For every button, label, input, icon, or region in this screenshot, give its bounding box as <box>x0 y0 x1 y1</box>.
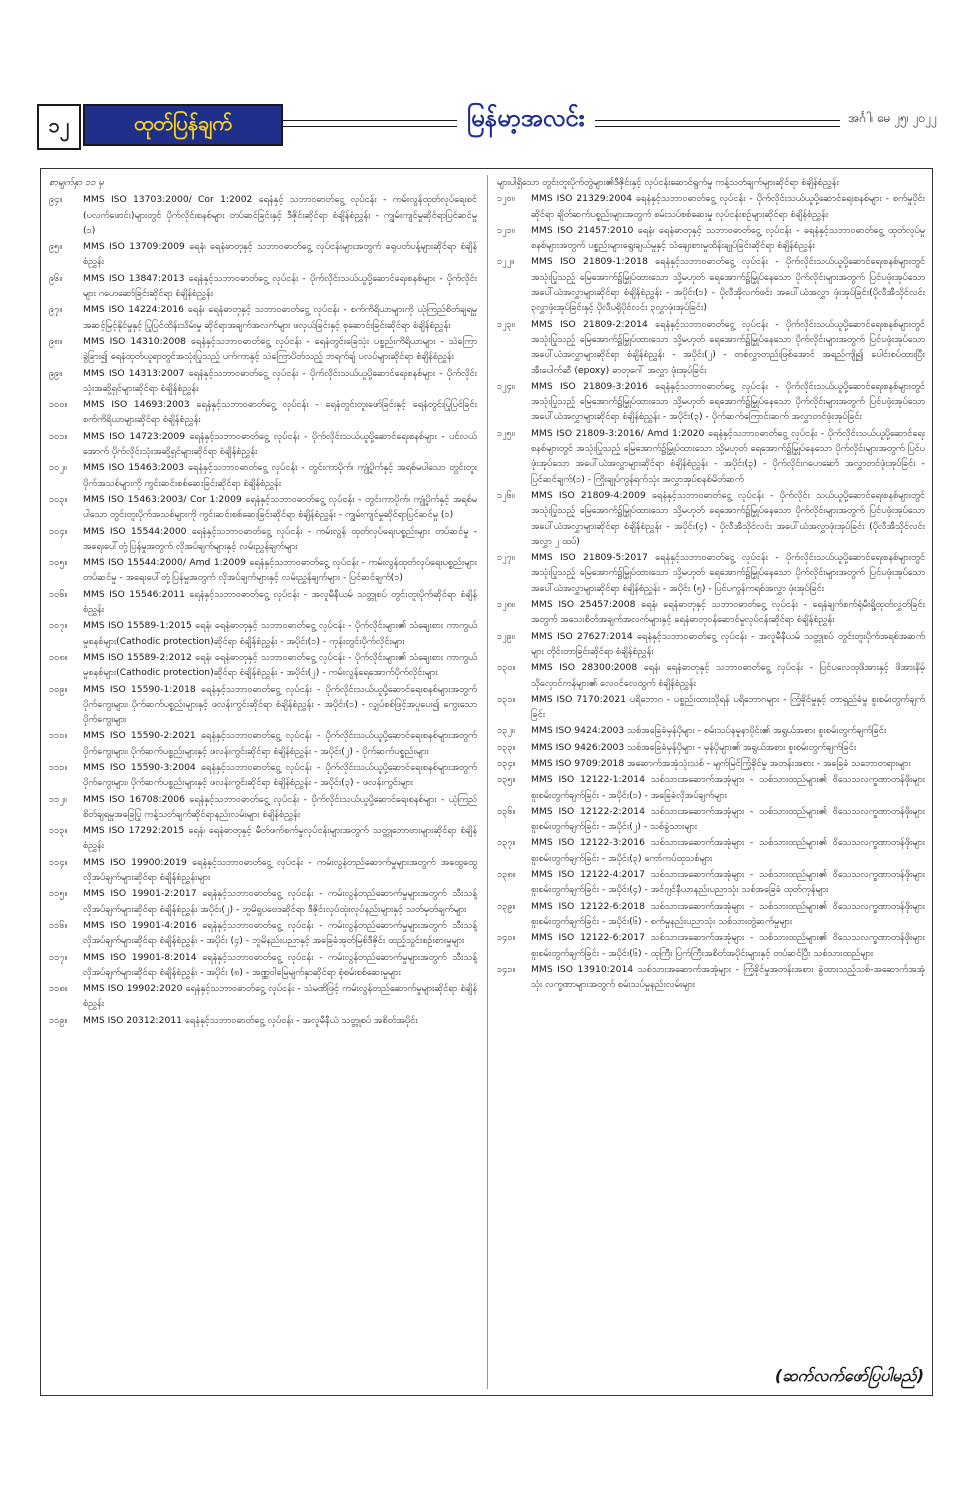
item-number: ၁၁၈။ <box>49 983 68 995</box>
item-number: ၁၂၁။ <box>497 224 515 236</box>
standard-list-item <box>497 550 925 596</box>
item-number: ၁၃၅။ <box>497 774 516 786</box>
item-text: MMS ISO 9709:2018 အဆောက်အအုံသုံးသစ် - မျက်မြင်ကြံ့ခိုင်မှု အတန်းအစား - အခြေခံ သဘောတရားများ <box>531 757 911 769</box>
item-text: MMS ISO 9426:2003 သစ်အခြေခံမှန်ပိုများ - မှန်ပိုများ၏ အရွယ်အစား စူးစမ်းတွက်ချက်ခြင်း <box>531 741 857 753</box>
standard-list-item <box>497 254 925 315</box>
standard-list-item <box>497 772 925 803</box>
item-number: ၁၃၄။ <box>497 757 516 769</box>
publication-date: အင်္ဂါ၊ မေ ၂၅၊ ၂၀၂၂ <box>840 110 937 128</box>
standard-list-item <box>49 271 477 302</box>
item-text: MMS ISO 25457:2008 ရေနံ၊ ရေနံဓာတုနှင့် သဘာဝဓာတ်ငွေ့ လုပ်ငန်း - ရေနံချက်စက်ရုံမီးရှို့ထုတ်လွှတ်ခြင်းအတွက် အသေးစိတ်အချက်အလက်များနှင့် ရေနံဓာတုဝန်ဆောင်မှုလုပ်ငန်းဆိုင်ရာ စံချိန်စံညွှန်း <box>531 599 925 626</box>
item-text: MMS ISO 19901-4:2016 ရေနံနှင့်သဘာဝဓာတ်ငွေ့ လုပ်ငန်း - ကမ်းလွန်တည်ဆောက်မှုများအတွက် သီးသန့်လိုအပ်ချက်များဆိုင်ရာ စံချိန်စံညွှန်း - အပိုင်း (၄) - ဘူမိနည်းပညာနှင့် အခြေခံအုတ်မြစ်ဒီဇိုင်း ထည့်သွင်းစဉ်းစားမှုများ <box>83 919 477 947</box>
item-text: MMS ISO 15546:2011 ရေနံနှင့်သဘာဝဓာတ်ငွေ့ လုပ်ငန်း - အလူမီနီယမ် သတ္တုစပ် တွင်းတူးပိုက်ဆိုင်ရာ စံချိန်စံညွှန်း <box>83 588 477 616</box>
standard-list-item <box>497 740 925 755</box>
standard-list-item <box>49 366 477 397</box>
standard-list-item <box>497 597 925 628</box>
standard-list-item <box>49 981 477 1012</box>
item-number: ၁၃၀။ <box>497 662 516 674</box>
item-text: MMS ISO 21457:2010 ရေနံ၊ ရေနံဓာတုနှင့် သဘာဝဓာတ်ငွေ့ လုပ်ငန်း - ရေနံနှင့်သဘာဝဓာတ်ငွေ့ ထုတ်လုပ်မှုစနစ်များအတွက် ပစ္စည်းများရွေးချယ်မှုနှင့် သံချေးစားမှုထိန်းချုပ်ခြင်းဆိုင်ရာ စံချိန်စံညွှန်း <box>531 224 925 252</box>
item-text: MMS ISO 14224:2016 ရေနံ၊ ရေနံဓာတုနှင့် သဘာဝဓာတ်ငွေ့ လုပ်ငန်း - စက်ကိရိယာများကို ယုံကြည်စိတ်ချရမှုအဆင့်မြင့်နိုင်မှုနှင့် ပြုပြင်ထိန်းသိမ်းမှု ဆိုင်ရာအချက်အလက်များ ဖလှယ်ခြင်းနှင့် စုဆောင်းခြင်းဆိုင်ရာ စံချိန်စံညွှန်း <box>83 304 477 331</box>
item-number: ၁၀၈။ <box>49 651 68 663</box>
item-number: ၁၀၆။ <box>49 588 68 600</box>
standard-list-item <box>497 191 925 222</box>
standard-list-item <box>49 886 477 917</box>
item-text: MMS ISO 12122-1:2014 သစ်သားအဆောက်အအုံများ - သစ်သားထည်များ၏ ဝိသေသလက္ခဏာတန်ဖိုးများ စူးစမ်းတွက်ချက်ခြင်း - အပိုင်း(၁) - အခြေခံလိုအပ်ချက်များ <box>531 774 925 801</box>
item-number: ၁၀၀။ <box>49 399 68 411</box>
item-number: ၁၃၆။ <box>497 805 516 817</box>
item-number: ၁၁၅။ <box>49 888 68 900</box>
item-number: ၉၇။ <box>49 304 63 316</box>
standard-list-item <box>49 855 477 886</box>
item-text: MMS ISO 21809-1:2018 ရေနံနှင့်သဘာဝဓာတ်ငွေ့ လုပ်ငန်း - ပိုက်လိုင်းသယ်ယူပို့ဆောင်ရေးစနစ်များတွင် အသုံးပြုသည့် မြေအောက်၌မြှုပ်ထားသော သို့မဟုတ် ရေအောက်၌မြှုပ်နေသော ပိုက်လိုင်းများအတွက် ပြင်ပဖုံးအုပ်သော အပေါ်ယံအလွှာများဆိုင်ရာ စံချိန်စံညွှန်း - အပိုင်း(၁) - ပိုလီအိုလက်ဖင်း အပေါ်ယံအလွှာ ဖုံးအုပ်ခြင်း(ပိုလီအီသိုင်လင်း ၃လွှာဖုံးအုပ်ခြင်းနှင့် ပိုလီပရိုပိုင်လင်း ၃လွှာဖုံးအုပ်ခြင်း) <box>531 256 925 314</box>
standard-list-item <box>497 426 925 487</box>
header-rule-top <box>283 120 937 121</box>
item-number: ၉၈။ <box>49 335 63 347</box>
standard-list-item <box>49 950 477 981</box>
page-number: ၁၂ <box>37 104 81 150</box>
item-text: MMS ISO 9424:2003 သစ်အခြေခံမှန်ပိုများ - စမ်းသပ်နမူနာပိုင်း၏ အရွယ်အစား စူးစမ်းတွက်ချက်ခြင်း <box>531 725 887 737</box>
column-divider <box>487 175 488 1389</box>
item-number: ၁၂၆။ <box>497 489 515 501</box>
item-text: MMS ISO 21809-2:2014 ရေနံနှင့်သဘာဝဓာတ်ငွေ့ လုပ်ငန်း - ပိုက်လိုင်းသယ်ယူပို့ဆောင်ရေးစနစ်များတွင် အသုံးပြုသည့် မြေအောက်၌မြှုပ်ထားသော သို့မဟုတ် ရေအောက်၌မြှုပ်နေသော ပိုက်လိုင်းများအတွက် ပြင်ပဖုံးအုပ်သော အပေါ်ယံအလွှာများဆိုင်ရာ စံချိန်စံညွှန်း - အပိုင်း(၂) - တစ်လွှာတည်းဖြစ်အောင် အရည်ကျို၍ ပေါင်းစပ်ထားပြီး အီးပေါက်ဆီ (epoxy) ဓာတုဂေါ် အလွှာ ဖုံးအုပ်ခြင်း <box>531 318 925 376</box>
item-number: ၁၄၁။ <box>497 963 516 975</box>
right-column <box>497 175 925 1389</box>
standard-list-item <box>497 804 925 835</box>
item-number: ၁၀၉။ <box>49 683 68 695</box>
item-text: MMS ISO 13703:2000/ Cor 1:2002 ရေနံနှင့် သဘာဝဓာတ်ငွေ့ လုပ်ငန်း - ကမ်းလွန်ထုတ်လုပ်ရေးစင် (ပလက်ဖောင်း)များတွင် ပိုက်လိုင်းစနစ်များ တပ်ဆင်ခြင်းနှင့် ဒီဇိုင်းဆိုင်ရာ စံချိန်စံညွှန်း - ကျွမ်းကျင်မှုဆိုင်ရာပြင်ဆင်မှု (၁) <box>83 194 477 236</box>
item-number: ၁၂၉။ <box>497 630 515 642</box>
item-number: ၁၁၂။ <box>49 793 67 805</box>
standard-list-item <box>49 823 477 854</box>
standard-list-item <box>497 317 925 378</box>
item-text: MMS ISO 15590-3:2004 ရေနံနှင့်သဘာဝဓာတ်ငွေ့ လုပ်ငန်း - ပိုက်လိုင်းသယ်ယူပို့ဆောင်ရေးစနစ်များအတွက် ပိုက်ကွေးများ၊ ပိုက်ဆက်ပစ္စည်းများနှင့် ဖလန်းကွင်းဆိုင်ရာ စံချိန်စံညွှန်း - အပိုင်း(၃) - ဖလန်းကွင်းများ <box>83 761 477 789</box>
standard-list-item <box>49 587 477 618</box>
item-number: ၁၂၄။ <box>497 380 515 392</box>
standard-list-item <box>497 692 925 723</box>
item-number: ၁၃၈။ <box>497 869 516 881</box>
item-number: ၉၉။ <box>49 367 63 379</box>
left-column <box>49 175 477 1389</box>
item-text: MMS ISO 7170:2021 ပရိဘောဂ - ပစ္စည်းထားသိုရန် ပရိဘောဂများ - ကြံ့ခိုင်မှုနှင့် တာရှည်ခံမှု စူးစမ်းတွက်ချက်ခြင်း <box>531 693 925 721</box>
standard-list-item <box>497 930 925 961</box>
standard-list-item <box>49 524 477 555</box>
item-number: ၉၆။ <box>49 272 63 284</box>
standard-list-item <box>49 429 477 460</box>
item-text: MMS ISO 12122-2:2014 သစ်သားအဆောက်အအုံများ - သစ်သားထည်များ၏ ဝိသေသလက္ခဏာတန်ဖိုးများ စူးစမ်းတွက်ချက်ခြင်း - အပိုင်း(၂) - သစ်ခွဲသားများ <box>531 805 925 833</box>
standard-list-item <box>497 660 925 691</box>
item-number: ၁၀၁။ <box>49 430 68 442</box>
item-number: ၁၂၇။ <box>497 552 515 564</box>
item-number: ၁၁၄။ <box>49 856 68 868</box>
item-number: ၁၃၉။ <box>497 900 516 912</box>
standard-list-item <box>49 302 477 333</box>
standard-list-item <box>49 918 477 949</box>
standard-list-item <box>49 460 477 491</box>
item-text: MMS ISO 21809-3:2016 ရေနံနှင့်သဘာဝဓာတ်ငွေ့ လုပ်ငန်း - ပိုက်လိုင်းသယ်ယူပို့ဆောင်ရေးစနစ်များတွင် အသုံးပြုသည့် မြေအောက်၌မြှုပ်ထားသော သို့မဟုတ် ရေအောက်၌မြှုပ်နေသော ပိုက်လိုင်းများအတွက် ပြင်ပဖုံးအုပ်သော အပေါ်ယံအလွှာများဆိုင်ရာ စံချိန်စံညွှန်း - အပိုင်း(၃) - ပိုက်ဆက်ကြောင်းဆက် အလွှာတင်ဖုံးအုပ်ခြင်း <box>531 380 925 423</box>
item-number: ၁၄၀။ <box>497 932 516 944</box>
item-text: MMS ISO 21329:2004 ရေနံနှင့်သဘာဝဓာတ်ငွေ့ လုပ်ငန်း - ပိုက်လိုင်းသယ်ယူပို့ဆောင်ရေးစနစ်များ - စက်မှုပိုင်းဆိုင်ရာ ချိတ်ဆက်ပစ္စည်းများအတွက် စမ်းသပ်စစ်ဆေးမှု လုပ်ငန်းစဉ်များဆိုင်ရာ စံချိန်စံညွှန်း <box>531 193 925 220</box>
item-text: MMS ISO 15590-2:2021 ရေနံနှင့်သဘာဝဓာတ်ငွေ့ လုပ်ငန်း - ပိုက်လိုင်းသယ်ယူပို့ဆောင်ရေးစနစ်များအတွက် ပိုက်ကွေးများ၊ ပိုက်ဆက်ပစ္စည်းများနှင့် ဖလန်းကွင်းဆိုင်ရာ စံချိန်စံညွှန်း - အပိုင်း(၂) - ပိုက်ဆက်ပစ္စည်းများ <box>83 730 477 757</box>
article-frame <box>40 168 933 1396</box>
item-number: ၁၃၇။ <box>497 837 516 849</box>
item-number: ၁၁၀။ <box>49 730 68 742</box>
item-text: MMS ISO 12122-6:2017 သစ်သားအဆောက်အအုံများ - သစ်သားထည်များ၏ ဝိသေသလက္ခဏာတန်ဖိုးများ စူးစမ်းတွက်ချက်ခြင်း - အပိုင်း(၆) - ထုကြီး ပြက်ကြီးအစိတ်အပိုင်းများနှင့် တပ်ဆင်ပြီး သစ်သားထည်များ <box>531 932 925 959</box>
standard-list-item <box>497 962 925 993</box>
item-text: MMS ISO 21809-5:2017 ရေနံနှင့်သဘာဝဓာတ်ငွေ့ လုပ်ငန်း - ပိုက်လိုင်းသယ်ယူပို့ဆောင်ရေးစနစ်များတွင် အသုံးပြုသည့် မြေအောက်၌မြှုပ်ထားသော သို့မဟုတ် ရေအောက်၌မြှုပ်နေသော ပိုက်လိုင်းများအတွက် ပြင်ပဖုံးအုပ်သော အပေါ်ယံအလွှာများဆိုင်ရာ စံချိန်စံညွှန်း - အပိုင်း (၅) - ပြင်ပကွန်ကရစ်အလွှာ ဖုံးအုပ်ခြင်း <box>531 552 925 594</box>
standard-list-item <box>49 555 477 586</box>
continued-entry-text: များပါရှိသော တွင်းတူးပိုက်တွဲများ၏ဒီဇိုင်းနှင့် လုပ်ငန်းဆောင်ရွက်မှု ကန့်သတ်ချက်များဆိုင်ရာ စံချိန်စံညွှန်း <box>497 177 839 188</box>
standard-list-item <box>497 867 925 898</box>
item-text: MMS ISO 13910:2014 သစ်သားအဆောက်အအုံများ - ကြံ့ခိုင်မှုအတန်းအစား ခွဲထားသည့်သစ်-အဆောက်အအုံသုံး လက္ခဏာများအတွက် စမ်းသပ်မှုနည်းလမ်းများ <box>531 963 925 991</box>
header-rule-bottom <box>283 126 937 127</box>
item-text: MMS ISO 14313:2007 ရေနံနှင့်သဘာဝဓာတ်ငွေ့ လုပ်ငန်း - ပိုက်လိုင်းသယ်ယူပို့ဆောင်ရေးစနစ်များ - ပိုက်လိုင်းသုံးအဆို့ရှင်များဆိုင်ရာ စံချိန်စံညွှန်း <box>83 367 477 394</box>
section-label: ထုတ်ပြန်ချက် <box>83 104 283 146</box>
standard-list-item <box>497 756 925 771</box>
item-number: ၉၄။ <box>49 194 63 206</box>
item-text: MMS ISO 21809-4:2009 ရေနံနှင့်သဘာဝဓာတ်ငွေ့ လုပ်ငန်း - ပိုက်လိုင်း သယ်ယူပို့ဆောင်ရေးစနစ်များတွင် အသုံးပြုသည့် မြေအောက်၌မြှုပ်ထားသော သို့မဟုတ် ရေအောက်၌မြှုပ်နေသော ပိုက်လိုင်းများအတွက် ပြင်ပဖုံးအုပ်သော အပေါ်ယံအလွှာများဆိုင်ရာ စံချိန်စံညွှန်း - အပိုင်း(၄) - ပိုလီအီသိုင်လင်း အပေါ်ယံအလွှာဖုံးအုပ်ခြင်း (ပိုလီအီသိုင်လင်းအလွှာ ၂ ထပ်) <box>531 489 925 547</box>
standard-list-item <box>49 334 477 365</box>
item-number: ၁၂၀။ <box>497 193 515 205</box>
standard-list-item <box>49 239 477 270</box>
item-text: MMS ISO 15544:2000 ရေနံနှင့်သဘာဝဓာတ်ငွေ့ လုပ်ငန်း - ကမ်းလွန် ထုတ်လုပ်ရေးပစ္စည်းများ တပ်ဆင်မှု - အရေးပေါ်တုံ့ပြန်မှုအတွက် လိုအပ်ချက်များနှင့် လမ်းညွှန်ချက်များ <box>83 525 477 552</box>
standard-list-item <box>49 1013 477 1028</box>
item-number: ၁၂၅။ <box>497 427 515 439</box>
standard-list-item <box>49 492 477 523</box>
page-header <box>37 100 937 152</box>
item-text: MMS ISO 12122-4:2017 သစ်သားအဆောက်အအုံများ - သစ်သားထည်များ၏ ဝိသေသလက္ခဏာတန်ဖိုးများ စူးစမ်းတွက်ချက်ခြင်း - အပိုင်း(၄) - အင်ဂျင်နီယာနည်းပညာသုံး သစ်အခြေခံ ထုတ်ကုန်များ <box>531 869 925 896</box>
newspaper-title: မြန်မာ့အလင်း <box>457 100 595 140</box>
item-text: MMS ISO 14310:2008 ရေနံနှင့်သဘာဝဓာတ်ငွေ့ လုပ်ငန်း - ရေနံတွင်းခြေသုံး ပစ္စည်းကိရိယာများ - သဲကြောခွဲခြား၍ ရေနံထုတ်ယူရာတွင်အသုံးပြုသည့် ပက်ကာနှင့် သဲကြောပိတ်သည့် ဘရက်ချ် ပလပ်များဆိုင်ရာ စံချိန်စံညွှန်း <box>83 335 477 363</box>
item-number: ၉၅။ <box>49 241 63 253</box>
standard-list-item <box>49 650 477 681</box>
item-text: MMS ISO 15463:2003 ရေနံနှင့်သဘာဝဓာတ်ငွေ့ လုပ်ငန်း - တွင်းကာပိုက်၊ ကျုံ့ပိုက်နှင့် အရစ်မပါသော တွင်းတူးပိုက်အသစ်များကို ကွင်းဆင်းစစ်ဆေးခြင်းဆိုင်ရာ စံချိန်စံညွှန်း <box>83 462 477 489</box>
standard-list-item <box>49 682 477 728</box>
item-text: MMS ISO 14723:2009 ရေနံနှင့်သဘာဝဓာတ်ငွေ့ လုပ်ငန်း - ပိုက်လိုင်းသယ်ယူပို့ဆောင်ရေးစနစ်များ - ပင်လယ်အောက် ပိုက်လိုင်းသုံးအဆို့ရှင်များဆိုင်ရာ စံချိန်စံညွှန်း <box>83 430 477 458</box>
item-text: MMS ISO 17292:2015 ရေနံ၊ ရေနံဓာတုနှင့် မီတ်ဖက်စက်မှုလုပ်ငန်းများအတွက် သတ္တုဘောဗားများဆိုင်ရာ စံချိန်စံညွှန်း <box>83 825 477 852</box>
item-text: MMS ISO 14693:2003 ရေနံနှင့်သဘာဝဓာတ်ငွေ့ လုပ်ငန်း - ရေနံတွင်းတူးဖော်ခြင်းနှင့် ရေနံတွင်းပြုပြင်ခြင်း စက်ကိရိယာများဆိုင်ရာ စံချိန်စံညွှန်း <box>83 399 477 426</box>
item-number: ၁၀၅။ <box>49 557 68 569</box>
item-text: MMS ISO 15589-1:2015 ရေနံ၊ ရေနံဓာတုနှင့် သဘာဝဓာတ်ငွေ့ လုပ်ငန်း - ပိုက်လိုင်းများ၏ သံချေးစား ကာကွယ်မှုစနစ်များ(Cathodic protection)ဆိုင်ရာ စံချိန်စံညွှန်း - အပိုင်း(၁) - ကုန်းတွင်းပိုက်လိုင်းများ <box>83 620 477 647</box>
item-text: MMS ISO 15544:2000/ Amd 1:2009 ရေနံနှင့်သဘာဝဓာတ်ငွေ့ လုပ်ငန်း - ကမ်းလွန်ထုတ်လုပ်ရေးပစ္စည်းများတပ်ဆင်မှု - အရေးပေါ်တုံ့ပြန်မှုအတွက် လိုအပ်ချက်များနှင့် လမ်းညွှန်ချက်များ - ပြင်ဆင်ချက်(၁) <box>83 557 477 584</box>
item-text: MMS ISO 20312:2011 ရေနံနှင့်သဘာဝဓာတ်ငွေ့ လုပ်ငန်း - အလူမီနီယံ သတ္တုစပ် အစိတ်အပိုင်း <box>83 1014 418 1026</box>
continued-from-label: စာမျက်နှာ ၁၁ မှ <box>49 177 104 188</box>
standard-list-item <box>497 629 925 660</box>
standard-list-item <box>49 618 477 649</box>
standard-list-item <box>497 488 925 549</box>
item-number: ၁၃၂။ <box>497 725 515 737</box>
item-number: ၁၂၂။ <box>497 256 514 268</box>
item-text: MMS ISO 15590-1:2018 ရေနံနှင့်သဘာဝဓာတ်ငွေ့ လုပ်ငန်း - ပိုက်လိုင်းသယ်ယူပို့ဆောင်ရေးစနစ်များအတွက် ပိုက်ကွေးများ၊ ပိုက်ဆက်ပစ္စည်းများနှင့် ဖလန်းကွင်းဆိုင်ရာ စံချိန်စံညွှန်း - အပိုင်း(၁) - လျှပ်စစ်ဖြင့်အပူပေး၍ ကွေးသောပိုက်ကွေးများ <box>83 683 477 726</box>
standard-list-item <box>49 760 477 791</box>
item-text: MMS ISO 15589-2:2012 ရေနံ၊ ရေနံဓာတုနှင့် သဘာဝဓာတ်ငွေ့ လုပ်ငန်း - ပိုက်လိုင်းများ၏ သံချေးစား ကာကွယ်မှုစနစ်များ(Cathodic protection)ဆိုင်ရာ စံချိန်စံညွှန်း - အပိုင်း(၂) - ကမ်းလွန်ရေအောက်ပိုက်လိုင်းများ <box>83 651 477 679</box>
item-text: MMS ISO 16708:2006 ရေနံနှင့်သဘာဝဓာတ်ငွေ့ လုပ်ငန်း - ပိုက်လိုင်းသယ်ယူပို့ဆောင်ရေးစနစ်များ - ယုံကြည်စိတ်ချရမှုအခြေပြု ကန့်သတ်ချက်ဆိုင်ရာနည်းလမ်းများ စံချိန်စံညွှန်း <box>83 793 477 820</box>
standard-list-item <box>497 223 925 254</box>
item-number: ၁၁၆။ <box>49 919 68 931</box>
standard-list-item <box>497 379 925 425</box>
standard-list-item <box>497 835 925 866</box>
item-number: ၁၁၇။ <box>49 951 68 963</box>
item-text: MMS ISO 27627:2014 ရေနံနှင့်သဘာဝဓာတ်ငွေ့ လုပ်ငန်း - အလူမီနီယမ် သတ္တုစပ် တွင်းတူးပိုက်အရစ်အဆက်များ တိုင်းတာခြင်းဆိုင်ရာ စံချိန်စံညွှန်း <box>531 630 925 657</box>
item-number: ၁၃၁။ <box>497 693 516 705</box>
item-text: MMS ISO 13709:2009 ရေနံ၊ ရေနံဓာတုနှင့် သဘာဝဓာတ်ငွေ့ လုပ်ငန်းများအတွက် ခရုပတ်ပန့်များဆိုင်ရာ စံချိန်စံညွှန်း <box>83 241 477 268</box>
item-text: MMS ISO 19901-8:2014 ရေနံနှင့်သဘာဝဓာတ်ငွေ့ လုပ်ငန်း - ကမ်းလွန်တည်ဆောက်မှုများအတွက် သီးသန့်လိုအပ်ချက်များဆိုင်ရာ စံချိန်စံညွှန်း - အပိုင်း (၈) - အဏ္ဏဝါမြေမျက်နှာဆိုင်ရာ စုံစမ်းစစ်ဆေးမှုများ <box>83 951 477 978</box>
item-number: ၁၀၃။ <box>49 493 68 505</box>
item-text: MMS ISO 13847:2013 ရေနံနှင့်သဘာဝဓာတ်ငွေ့ လုပ်ငန်း - ပိုက်လိုင်းသယ်ယူပို့ဆောင်ရေးစနစ်များ - ပိုက်လိုင်းများ ဂဟေဆော်ခြင်းဆိုင်ရာ စံချိန်စံညွှန်း <box>83 272 477 300</box>
to-be-continued-label: (ဆက်လက်ဖော်ပြပါမည်) <box>774 1366 924 1385</box>
standard-list-item <box>49 728 477 759</box>
item-number: ၁၂၈။ <box>497 599 515 611</box>
standard-list-item <box>49 397 477 428</box>
item-text: MMS ISO 28300:2008 ရေနံ၊ ရေနံဓာတုနှင့် သဘာဝဓာတ်ငွေ့ လုပ်ငန်း - ပြင်ပလေထုဖိအားနှင့် ဖိအားနိမ့် သိုလှောင်ကန်များ၏ လေဝင်လေထွက် စံချိန်စံညွှန်း <box>531 662 925 689</box>
item-text: MMS ISO 15463:2003/ Cor 1:2009 ရေနံနှင့်သဘာဝဓာတ်ငွေ့ လုပ်ငန်း - တွင်းကာပိုက်၊ ကျုံ့ပိုက်နှင့် အရစ်မပါသော တွင်းတူးပိုက်အသစ်များကို ကွင်းဆင်းစစ်ဆေးခြင်းဆိုင်ရာ စံချိန်စံညွှန်း - ကျွမ်းကျင်မှုဆိုင်ရာပြင်ဆင်မှု (၁) <box>83 493 477 521</box>
standard-list-item <box>497 899 925 930</box>
standard-list-item <box>49 792 477 823</box>
item-number: ၁၀၂။ <box>49 462 67 474</box>
item-text: MMS ISO 19902:2020 ရေနံနှင့်သဘာဝဓာတ်ငွေ့ လုပ်ငန်း - သံမဏိဖြင့် ကမ်းလွန်တည်ဆောက်မှုများဆိုင်ရာ စံချိန်စံညွှန်း <box>83 983 477 1010</box>
item-number: ၁၀၄။ <box>49 525 68 537</box>
item-number: ၁၃၃။ <box>497 741 516 753</box>
item-text: MMS ISO 19901-2:2017 ရေနံနှင့်သဘာဝဓာတ်ငွေ့ လုပ်ငန်း - ကမ်းလွန်တည်ဆောက်မှုများအတွက် သီးသန့်လိုအပ်ချက်များဆိုင်ရာ စံချိန်စံညွှန်း အပိုင်း(၂) - ဘူမိရူပဗေဒဆိုင်ရာ ဒီဇိုင်းလုပ်ထုံးလုပ်နည်းများနှင့် သတ်မှတ်ချက်များ <box>83 888 477 915</box>
item-number: ၁၁၉။ <box>49 1014 68 1026</box>
item-number: ၁၁၃။ <box>49 825 68 837</box>
item-number: ၁၀၇။ <box>49 620 68 632</box>
standard-list-item <box>497 723 925 738</box>
item-text: MMS ISO 19900:2019 ရေနံနှင့်သဘာဝဓာတ်ငွေ့ လုပ်ငန်း - ကမ်းလွန်တည်ဆောက်မှုများအတွက် အထွေထွေလိုအပ်ချက်များဆိုင်ရာ စံချိန်စံညွှန်းများ <box>83 856 477 884</box>
item-number: ၁၁၁။ <box>49 761 68 773</box>
item-text: MMS ISO 12122-3:2016 သစ်သားအဆောက်အအုံများ - သစ်သားထည်များ၏ ဝိသေသလက္ခဏာတန်ဖိုးများ စူးစမ်းတွက်ချက်ခြင်း - အပိုင်း(၃) ကော်ကပ်ထုသစ်များ <box>531 837 925 864</box>
item-number: ၁၂၃။ <box>497 318 515 330</box>
item-text: MMS ISO 21809-3:2016/ Amd 1:2020 ရေနံနှင့်သဘာဝဓာတ်ငွေ့ လုပ်ငန်း - ပိုက်လိုင်းသယ်ယူပို့ဆောင်ရေးစနစ်များတွင် အသုံးပြုသည့် မြေအောက်၌မြှုပ်ထားသော သို့မဟုတ် ရေအောက်၌မြှုပ်နေသော ပိုက်လိုင်းများအတွက် ပြင်ပဖုံးအုပ်သော အပေါ်ယံအလွှာများဆိုင်ရာ စံချိန်စံညွှန်း - အပိုင်း(၃) - ပိုက်လိုင်းဂဟေဆော် အလွှာတင်ဖုံးအုပ်ခြင်း - ပြင်ဆင်ချက်(၁) - ကြိုးချုပ်ကွန်ရက်သုံး အလွှာအုပ်စနစ်မိတ်ဆက် <box>531 427 925 485</box>
item-text: MMS ISO 12122-6:2018 သစ်သားအဆောက်အအုံများ - သစ်သားထည်များ၏ ဝိသေသလက္ခဏာတန်ဖိုးများ စူးစမ်းတွက်ချက်ခြင်း - အပိုင်း(၆) - စက်မှုနည်းပညာသုံး သစ်သားတွဲဆက်မှုများ <box>531 900 925 927</box>
standard-list-item <box>49 192 477 238</box>
